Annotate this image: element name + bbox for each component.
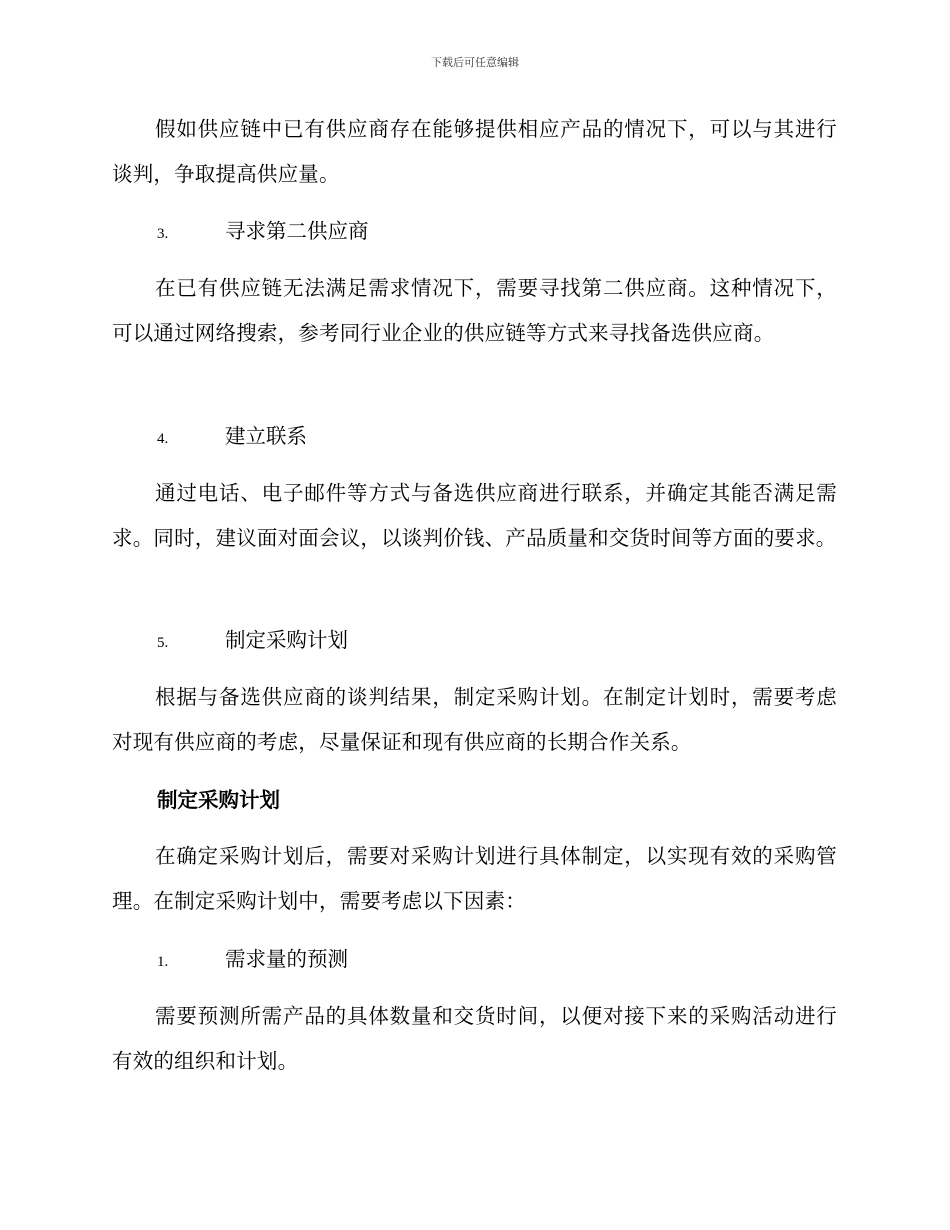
list-label: 制定采购计划	[225, 628, 348, 652]
list-number: 4.	[157, 431, 169, 447]
list-label: 需求量的预测	[225, 947, 348, 971]
section-heading: 制定采购计划	[157, 788, 280, 812]
paragraph-contact: 通过电话、电子邮件等方式与备选供应商进行联系，并确定其能否满足需求。同时，建议面对面会议，以谈判价钱、产品质量和交货时间等方面的要求。	[112, 481, 837, 550]
list-item-5	[157, 626, 348, 657]
paragraph-demand-forecast: 需要预测所需产品的具体数量和交货时间，以便对接下来的采购活动进行有效的组织和计划。	[112, 1004, 837, 1073]
page-header: 下载后可任意编辑	[431, 56, 519, 69]
list-item-1	[157, 945, 348, 976]
paragraph-negotiate-existing: 假如供应链中已有供应商存在能够提供相应产品的情况下，可以与其进行谈判，争取提高供应量。	[112, 117, 837, 186]
list-number: 1.	[157, 954, 169, 970]
list-label: 建立联系	[225, 424, 307, 448]
list-number: 3.	[157, 226, 169, 242]
list-item-3	[157, 217, 369, 248]
paragraph-second-supplier: 在已有供应链无法满足需求情况下，需要寻找第二供应商。这种情况下，可以通过网络搜索，参考同行业企业的供应链等方式来寻找备选供应商。	[112, 276, 837, 345]
list-label: 寻求第二供应商	[225, 219, 369, 243]
paragraph-plan-factors: 在确定采购计划后，需要对采购计划进行具体制定，以实现有效的采购管理。在制定采购计划中，需要考虑以下因素：	[112, 844, 837, 913]
paragraph-plan-result: 根据与备选供应商的谈判结果，制定采购计划。在制定计划时，需要考虑对现有供应商的考虑，尽量保证和现有供应商的长期合作关系。	[112, 685, 837, 754]
list-item-4	[157, 422, 307, 453]
list-number: 5.	[157, 635, 169, 651]
